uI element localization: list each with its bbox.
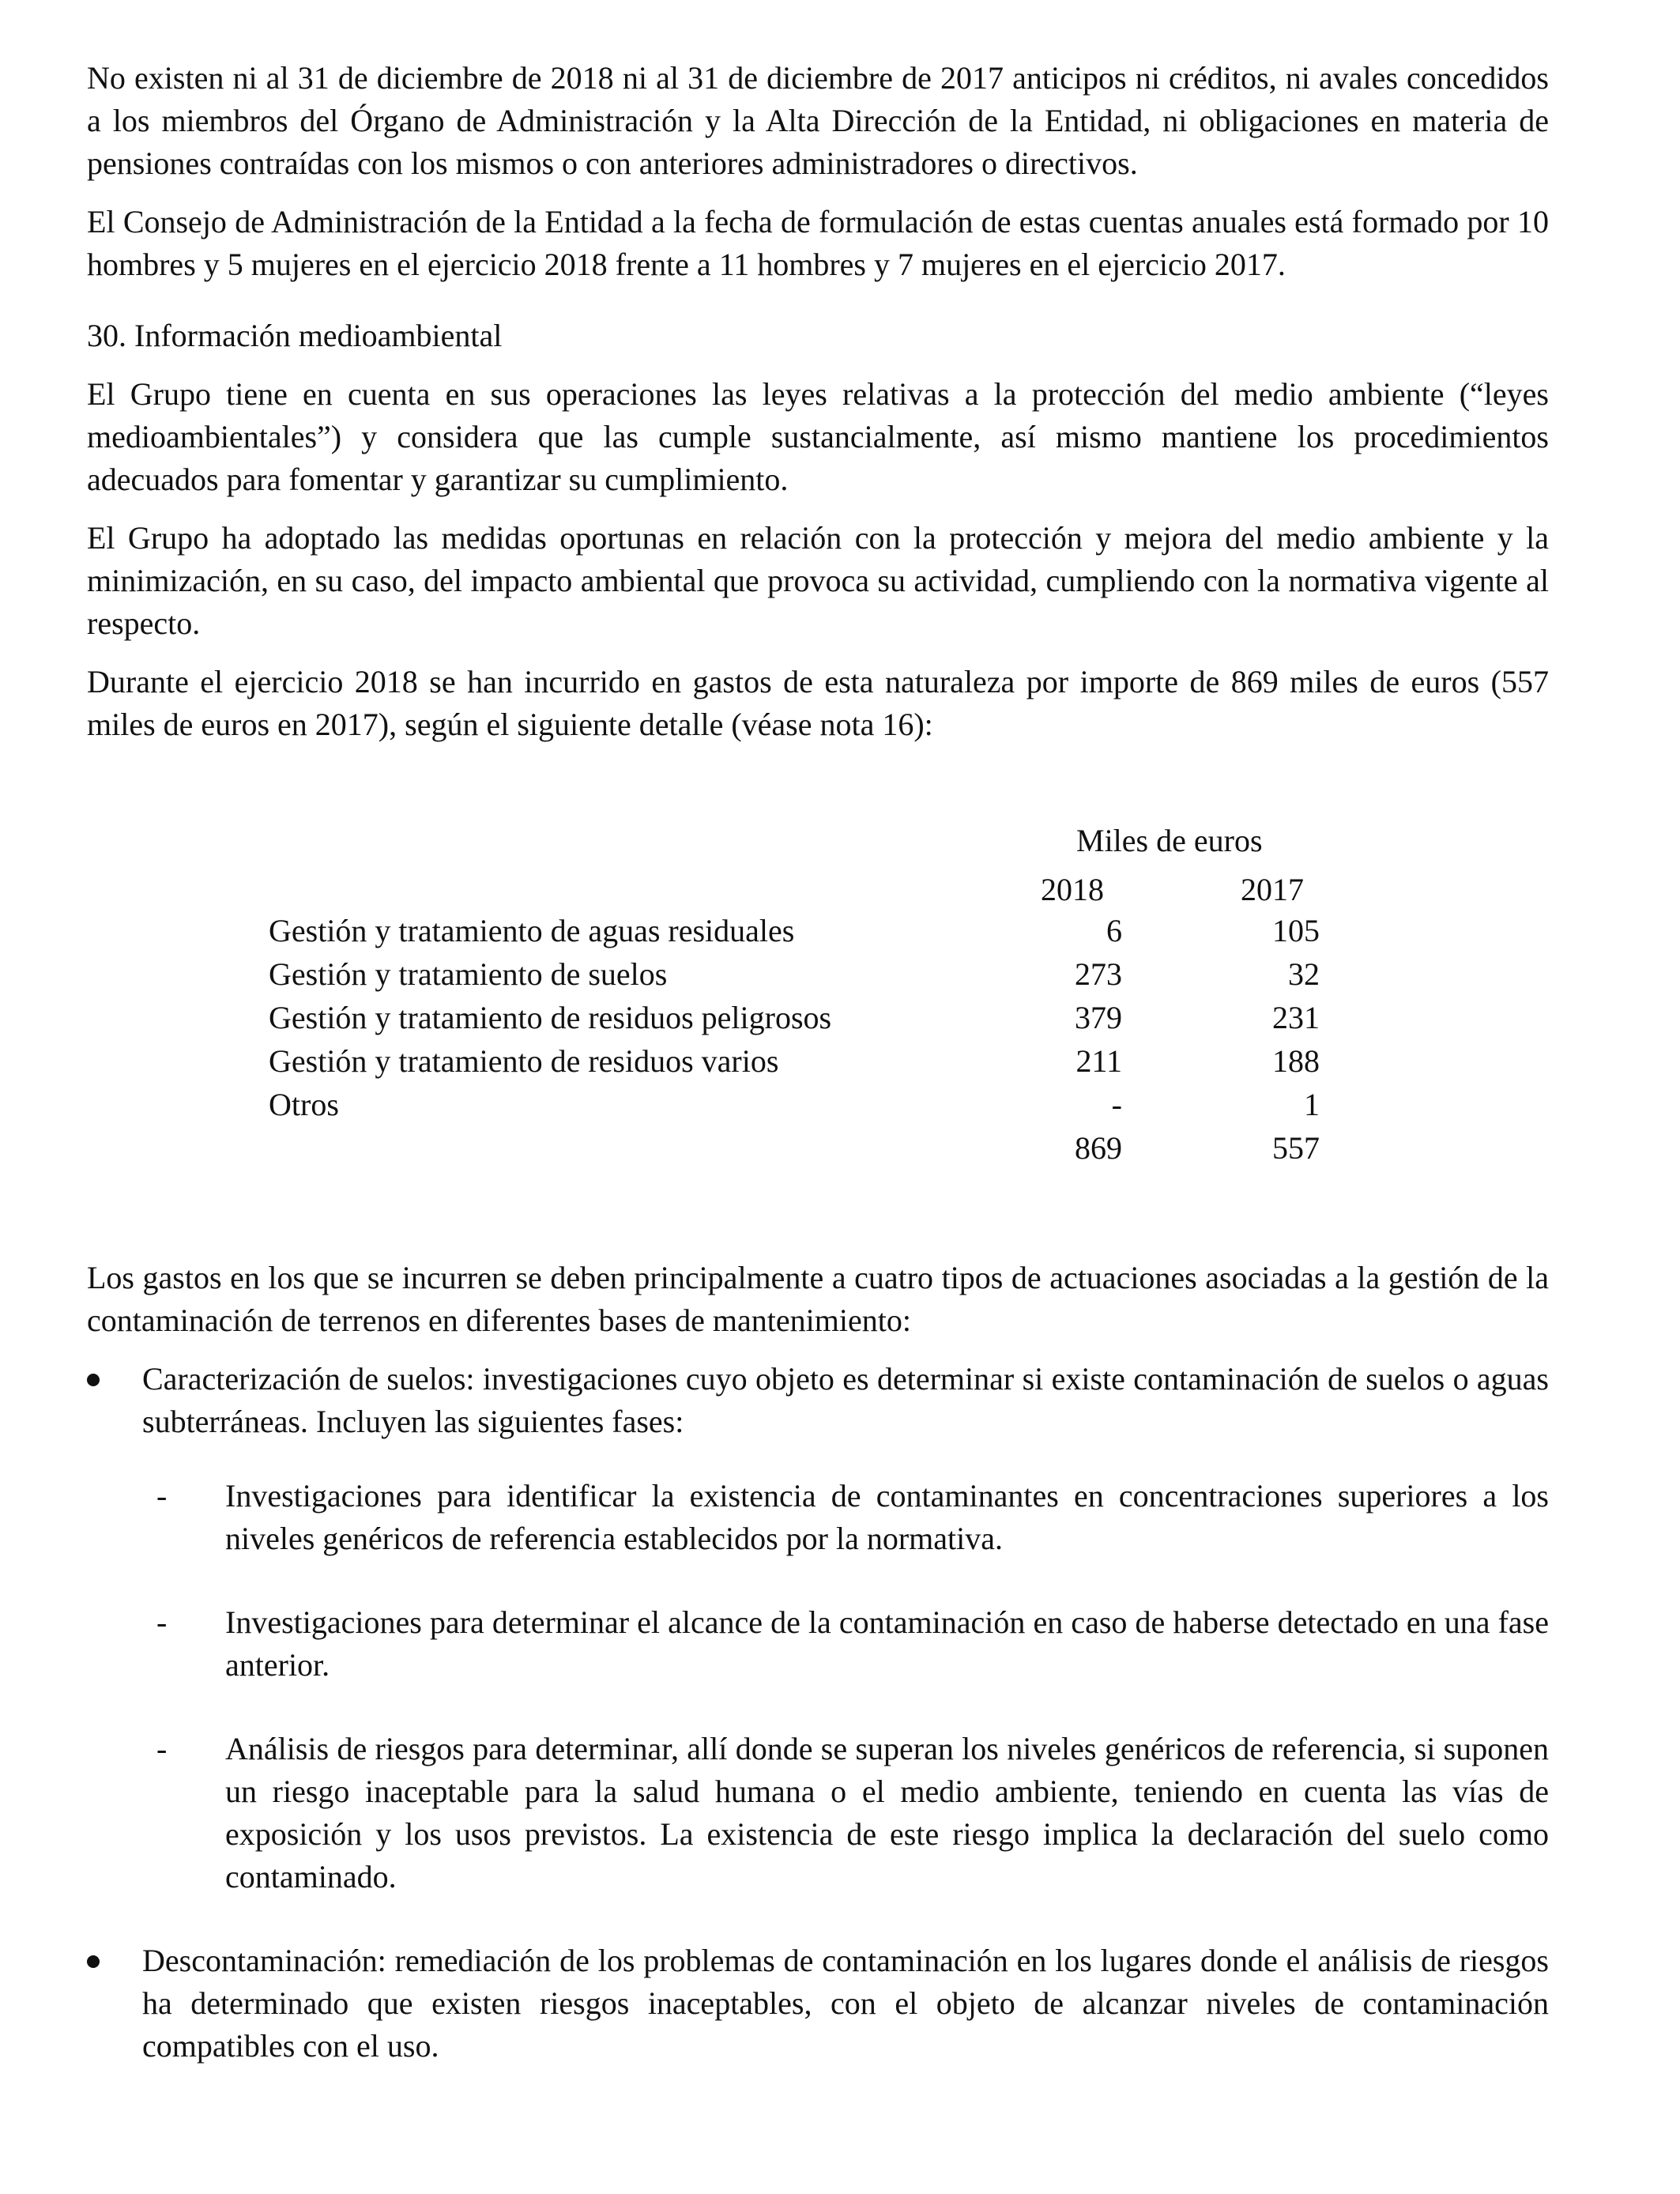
paragraph-advances: No existen ni al 31 de diciembre de 2018 ni al 31 de diciembre de 2017 anticipos ni créditos, ni avales concedidos a los miembros del Órgano de Administración y la Alta Dirección de la Entidad, ni obligaciones en materia de pensiones contraídas con los mismos o con anteriores administradores o directivos. xyxy=(87,60,1549,181)
cell-2018: - xyxy=(1111,1087,1122,1122)
paragraph-expense-types: Los gastos en los que se incurren se deben principalmente a cuatro tipos de actuaciones asociadas a la gestión de la contaminación de terrenos en diferentes bases de mantenimiento: xyxy=(87,1260,1549,1338)
column-header-2017: 2017 xyxy=(1241,872,1304,907)
table-row xyxy=(269,909,1470,952)
dash-marker: - xyxy=(156,1604,168,1640)
table-units-label: Miles de euros xyxy=(1076,823,1263,858)
column-header-2018: 2018 xyxy=(1041,872,1104,907)
dash-marker: - xyxy=(156,1731,168,1766)
bullet-text-soil-characterization: Caracterización de suelos: investigaciones cuyo objeto es determinar si existe contaminación de suelos o aguas subterráneas. Incluyen las siguientes fases: xyxy=(142,1361,1549,1439)
bullet-item xyxy=(87,1940,1549,2068)
dash-text-identify: Investigaciones para identificar la existencia de contaminantes en concentraciones superiores a los niveles genéricos de referencia establecidos por la normativa. xyxy=(225,1478,1549,1556)
cell-2017: 1 xyxy=(1304,1087,1320,1122)
table-years-header xyxy=(269,868,1470,909)
paragraph-environmental-laws: El Grupo tiene en cuenta en sus operaciones las leyes relativas a la protección del medio ambiente (“leyes medioambientales”) y considera que las cumple sustancialmente, así mismo mantiene los procedimientos adecuados para fomentar y garantizar su cumplimiento. xyxy=(87,376,1549,497)
cell-2018: 211 xyxy=(1075,1043,1122,1079)
document-page xyxy=(87,57,1549,2068)
paragraph-environmental-measures: El Grupo ha adoptado las medidas oportunas en relación con la protección y mejora del medio ambiente y la minimización, en su caso, del impacto ambiental que provoca su actividad, cumpliendo con la normativa vigente al respecto. xyxy=(87,520,1549,641)
total-2018: 869 xyxy=(1075,1130,1122,1166)
dash-text-risk-analysis: Análisis de riesgos para determinar, allí donde se superan los niveles genéricos de referencia, si suponen un riesgo inaceptable para la salud humana o el medio ambiente, teniendo en cuenta las vías de exposición y los usos previstos. La existencia de este riesgo implica la declaración del suelo como contaminado. xyxy=(225,1731,1549,1894)
bullet-icon xyxy=(87,1374,100,1386)
row-label: Gestión y tratamiento de aguas residuales xyxy=(269,913,795,948)
cell-2017: 105 xyxy=(1272,913,1320,948)
table-row xyxy=(269,1039,1470,1083)
dash-item xyxy=(87,1475,1549,1560)
cell-2017: 188 xyxy=(1272,1043,1320,1079)
dash-item xyxy=(87,1601,1549,1687)
table-row xyxy=(269,996,1470,1039)
table-row xyxy=(269,952,1470,996)
cell-2017: 231 xyxy=(1272,1000,1320,1035)
row-label: Gestión y tratamiento de residuos varios xyxy=(269,1043,779,1079)
paragraph-board-composition: El Consejo de Administración de la Entidad a la fecha de formulación de estas cuentas anuales está formado por 10 hombres y 5 mujeres en el ejercicio 2018 frente a 11 hombres y 7 mujeres en el ejercicio 2017. xyxy=(87,204,1549,282)
row-label: Gestión y tratamiento de suelos xyxy=(269,956,668,992)
row-label: Gestión y tratamiento de residuos peligrosos xyxy=(269,1000,832,1035)
dash-text-scope: Investigaciones para determinar el alcance de la contaminación en caso de haberse detectado en una fase anterior. xyxy=(225,1604,1549,1683)
table-row xyxy=(269,1083,1470,1126)
cell-2017: 32 xyxy=(1288,956,1320,992)
table-total-row xyxy=(269,1126,1470,1170)
bullet-icon xyxy=(87,1955,100,1968)
table-units-header xyxy=(269,819,1470,868)
section-heading: 30. Información medioambiental xyxy=(87,318,503,353)
cell-2018: 6 xyxy=(1106,913,1122,948)
bullet-text-decontamination: Descontaminación: remediación de los problemas de contaminación en los lugares donde el análisis de riesgos ha determinado que existen riesgos inaceptables, con el objeto de alcanzar niveles de contaminación compatibles con el uso. xyxy=(142,1943,1549,2064)
paragraph-expenses: Durante el ejercicio 2018 se han incurrido en gastos de esta naturaleza por importe de 869 miles de euros (557 miles de euros en 2017), según el siguiente detalle (véase nota 16): xyxy=(87,664,1549,742)
total-2017: 557 xyxy=(1272,1130,1320,1166)
bullet-item xyxy=(87,1358,1549,1443)
dash-item xyxy=(87,1728,1549,1898)
cell-2018: 273 xyxy=(1075,956,1122,992)
row-label: Otros xyxy=(269,1087,339,1122)
expenses-table xyxy=(269,819,1470,1170)
dash-marker: - xyxy=(156,1478,168,1514)
cell-2018: 379 xyxy=(1075,1000,1122,1035)
